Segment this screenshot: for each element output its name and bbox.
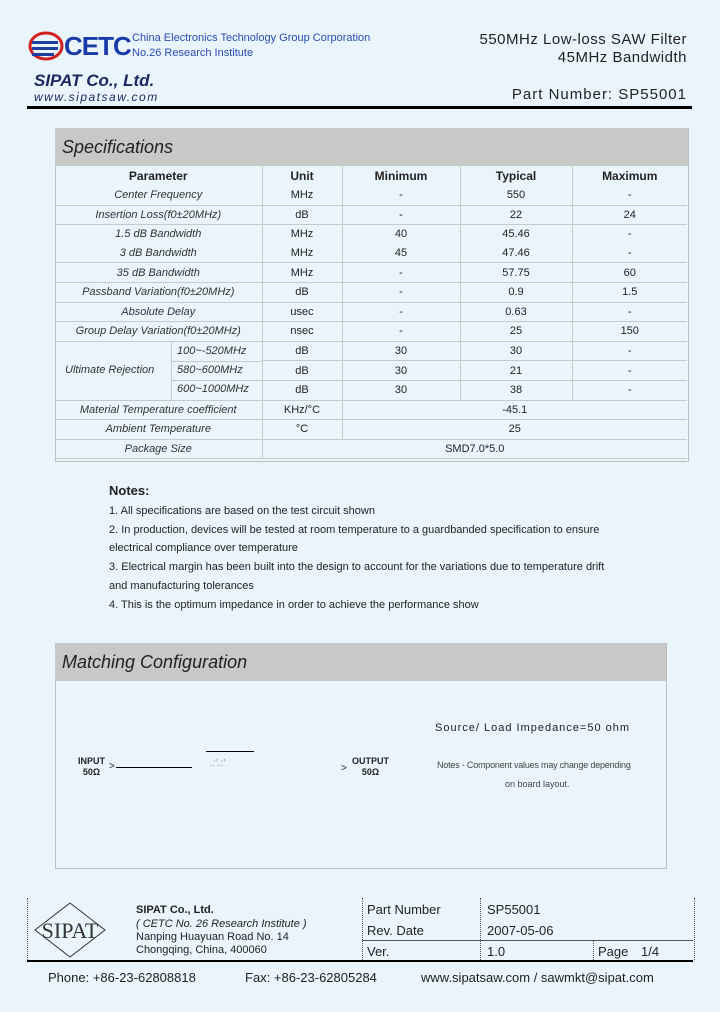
rejection-cell [55, 380, 262, 400]
table-cell: 60 [572, 263, 687, 283]
rejection-range: 580~600MHz [177, 363, 243, 376]
table-cell: - [572, 380, 687, 400]
table-row [55, 186, 687, 205]
table-cell: 0.9 [460, 282, 572, 302]
header-divider [27, 106, 692, 109]
matching-note-2: on board layout. [505, 779, 570, 789]
col-header: Parameter [55, 166, 262, 186]
table-cell: 30 [342, 361, 460, 381]
col-header: Minimum [342, 166, 460, 186]
input-impedance: 50Ω [82, 767, 101, 777]
page-value: 1/4 [641, 944, 660, 959]
version-value: 1.0 [487, 944, 506, 959]
rev-date-value: 2007-05-06 [487, 923, 554, 938]
table-cell: usec [262, 302, 342, 322]
col-header: Typical [460, 166, 572, 186]
note-item: and manufacturing tolerances [109, 579, 254, 592]
matching-note-1: Notes - Component values may change depending [437, 760, 631, 770]
table-row [55, 282, 687, 302]
rejection-range: 100~-520MHz [177, 344, 247, 357]
page-label: Page [598, 944, 629, 959]
table-cell: MHz [262, 225, 342, 244]
table-header-row [55, 166, 687, 186]
footer-divider [27, 960, 693, 962]
table-cell: 45 [342, 244, 460, 263]
table-cell: dB [262, 282, 342, 302]
component-line [206, 751, 254, 752]
footer-row-sep [362, 940, 693, 941]
footer-col-sep [480, 898, 481, 960]
website-link[interactable]: www.sipatsaw.com [34, 90, 159, 104]
table-cell: - [572, 361, 687, 381]
impedance-text: Source/ Load Impedance=50 ohm [435, 722, 631, 734]
table-row [55, 302, 687, 322]
notes-section [109, 482, 604, 615]
table-row [55, 400, 687, 420]
table-cell: 30 [460, 341, 572, 361]
table-row [55, 361, 687, 381]
input-label: INPUT [78, 756, 105, 766]
table-row [55, 225, 687, 244]
table-cell: 38 [460, 380, 572, 400]
note-item: 1. All specifications are based on the test circuit shown [109, 504, 375, 517]
footer-company: SIPAT Co., Ltd. [136, 904, 214, 916]
table-cell: - [572, 186, 687, 205]
table-cell: - [342, 302, 460, 322]
table-row [55, 439, 687, 459]
table-cell: - [342, 186, 460, 205]
note-item: 4. This is the optimum impedance in order to achieve the performance show [109, 598, 479, 611]
table-cell: 150 [572, 322, 687, 342]
rejection-cell [55, 361, 262, 381]
parameter-cell: Center Frequency [55, 186, 262, 205]
version-label: Ver. [367, 944, 390, 959]
table-cell: - [572, 244, 687, 263]
table-cell: nsec [262, 322, 342, 342]
part-number-label: Part Number [367, 902, 441, 917]
table-cell: - [627, 228, 632, 241]
table-row [55, 322, 687, 342]
table-cell: SMD7.0*5.0 [262, 439, 687, 459]
footer-col-sep [362, 898, 363, 960]
table-cell: 25 [460, 322, 572, 342]
footer-block [27, 898, 695, 960]
table-cell: MHz [262, 186, 342, 205]
table-cell: 47.46 [460, 244, 572, 263]
table-cell: dB [262, 341, 342, 361]
rejection-cell [55, 341, 262, 361]
parameter-cell: 3 dB Bandwidth [55, 244, 262, 263]
cetc-logo-text: CETC [64, 31, 131, 61]
rejection-divider [171, 342, 172, 362]
note-item: 2. In production, devices will be tested at room temperature to a guardbanded specification to ensure [109, 523, 600, 536]
table-cell: 57.75 [460, 263, 572, 283]
parameter-cell: Absolute Delay [55, 302, 262, 322]
table-cell: 1.5 [572, 282, 687, 302]
output-arrow-icon: > [341, 763, 347, 774]
table-cell: 30 [342, 380, 460, 400]
footer-col-sep [593, 940, 594, 960]
table-cell: dB [262, 205, 342, 225]
company-name: SIPAT Co., Ltd. [34, 71, 155, 90]
table-cell: 550 [460, 186, 572, 205]
parameter-cell: Material Temperature coefficient [55, 400, 262, 420]
table-cell: - [342, 263, 460, 283]
table-row [55, 420, 687, 440]
table-cell: - [342, 282, 460, 302]
cetc-logo-icon [28, 30, 64, 62]
output-impedance: 50Ω [361, 767, 380, 777]
rejection-divider [171, 361, 172, 382]
specifications-title: Specifications [55, 128, 688, 166]
doc-title: 550MHz Low-loss SAW Filter [479, 31, 687, 48]
parameter-cell: Insertion Loss(f0±20MHz) [55, 205, 262, 225]
footer-address-1: Nanping Huayuan Road No. 14 [136, 931, 289, 943]
table-row [55, 341, 687, 361]
footer-institute: ( CETC No. 26 Research Institute ) [136, 918, 307, 930]
rejection-label: Ultimate Rejection [65, 363, 155, 376]
table-cell: KHz/°C [262, 400, 342, 420]
component-symbol: .:'.:' [210, 758, 225, 769]
corp-name: China Electronics Technology Group Corporation [132, 32, 371, 44]
parameter-cell: Package Size [55, 439, 262, 459]
phone-number: Phone: +86-23-62808818 [48, 970, 196, 985]
table-cell: 22 [460, 205, 572, 225]
parameter-cell: Ambient Temperature [55, 420, 262, 440]
fax-number: Fax: +86-23-62805284 [245, 970, 377, 985]
table-cell: 40 [342, 225, 460, 244]
col-header: Unit [262, 166, 342, 186]
specifications-table [55, 166, 687, 459]
table-cell: 24 [572, 205, 687, 225]
footer-address-2: Chongqing, China, 400060 [136, 944, 267, 956]
input-line [116, 767, 192, 768]
note-item: electrical compliance over temperature [109, 542, 298, 555]
matching-title: Matching Configuration [55, 643, 666, 681]
table-cell: 25 [342, 420, 687, 440]
table-cell: 0.63 [460, 302, 572, 322]
web-email-link[interactable]: www.sipatsaw.com / sawmkt@sipat.com [421, 970, 654, 985]
sipat-logo-icon [33, 901, 107, 959]
table-cell: 21 [460, 361, 572, 381]
part-number-header: Part Number: SP55001 [511, 86, 687, 103]
table-row [55, 380, 687, 400]
table-cell: MHz [262, 244, 342, 263]
parameter-cell: 1.5 dB Bandwidth [55, 225, 262, 244]
table-row [55, 244, 687, 263]
table-row [55, 205, 687, 225]
rev-date-label: Rev. Date [367, 923, 424, 938]
table-cell: °C [262, 420, 342, 440]
table-cell: - [572, 302, 687, 322]
table-cell: - [572, 341, 687, 361]
note-item: 3. Electrical margin has been built into the design to account for the variations due to temperature drift [109, 561, 605, 574]
svg-text:SIPAT: SIPAT [41, 918, 99, 943]
table-cell: dB [262, 380, 342, 400]
table-cell: - [342, 322, 460, 342]
input-arrow-icon: > [109, 761, 115, 772]
table-cell: 45.46 [460, 225, 572, 244]
notes-title: Notes: [109, 483, 150, 498]
doc-subtitle: 45MHz Bandwidth [557, 49, 687, 66]
table-cell: -45.1 [342, 400, 687, 420]
col-header: Maximum [602, 169, 658, 183]
table-cell: 30 [342, 341, 460, 361]
table-cell: MHz [262, 263, 342, 283]
output-port [352, 756, 389, 778]
table-row [55, 263, 687, 283]
table-cell: dB [262, 361, 342, 381]
institute-name: No.26 Research Institute [132, 47, 254, 59]
rejection-divider [171, 380, 172, 400]
rejection-range: 600~1000MHz [177, 383, 249, 396]
table-cell: - [342, 205, 460, 225]
part-number-value: SP55001 [487, 902, 541, 917]
input-port [78, 756, 105, 778]
parameter-cell: Passband Variation(f0±20MHz) [55, 282, 262, 302]
parameter-cell: 35 dB Bandwidth [55, 263, 262, 283]
output-label: OUTPUT [352, 756, 389, 766]
parameter-cell: Group Delay Variation(f0±20MHz) [55, 322, 262, 342]
